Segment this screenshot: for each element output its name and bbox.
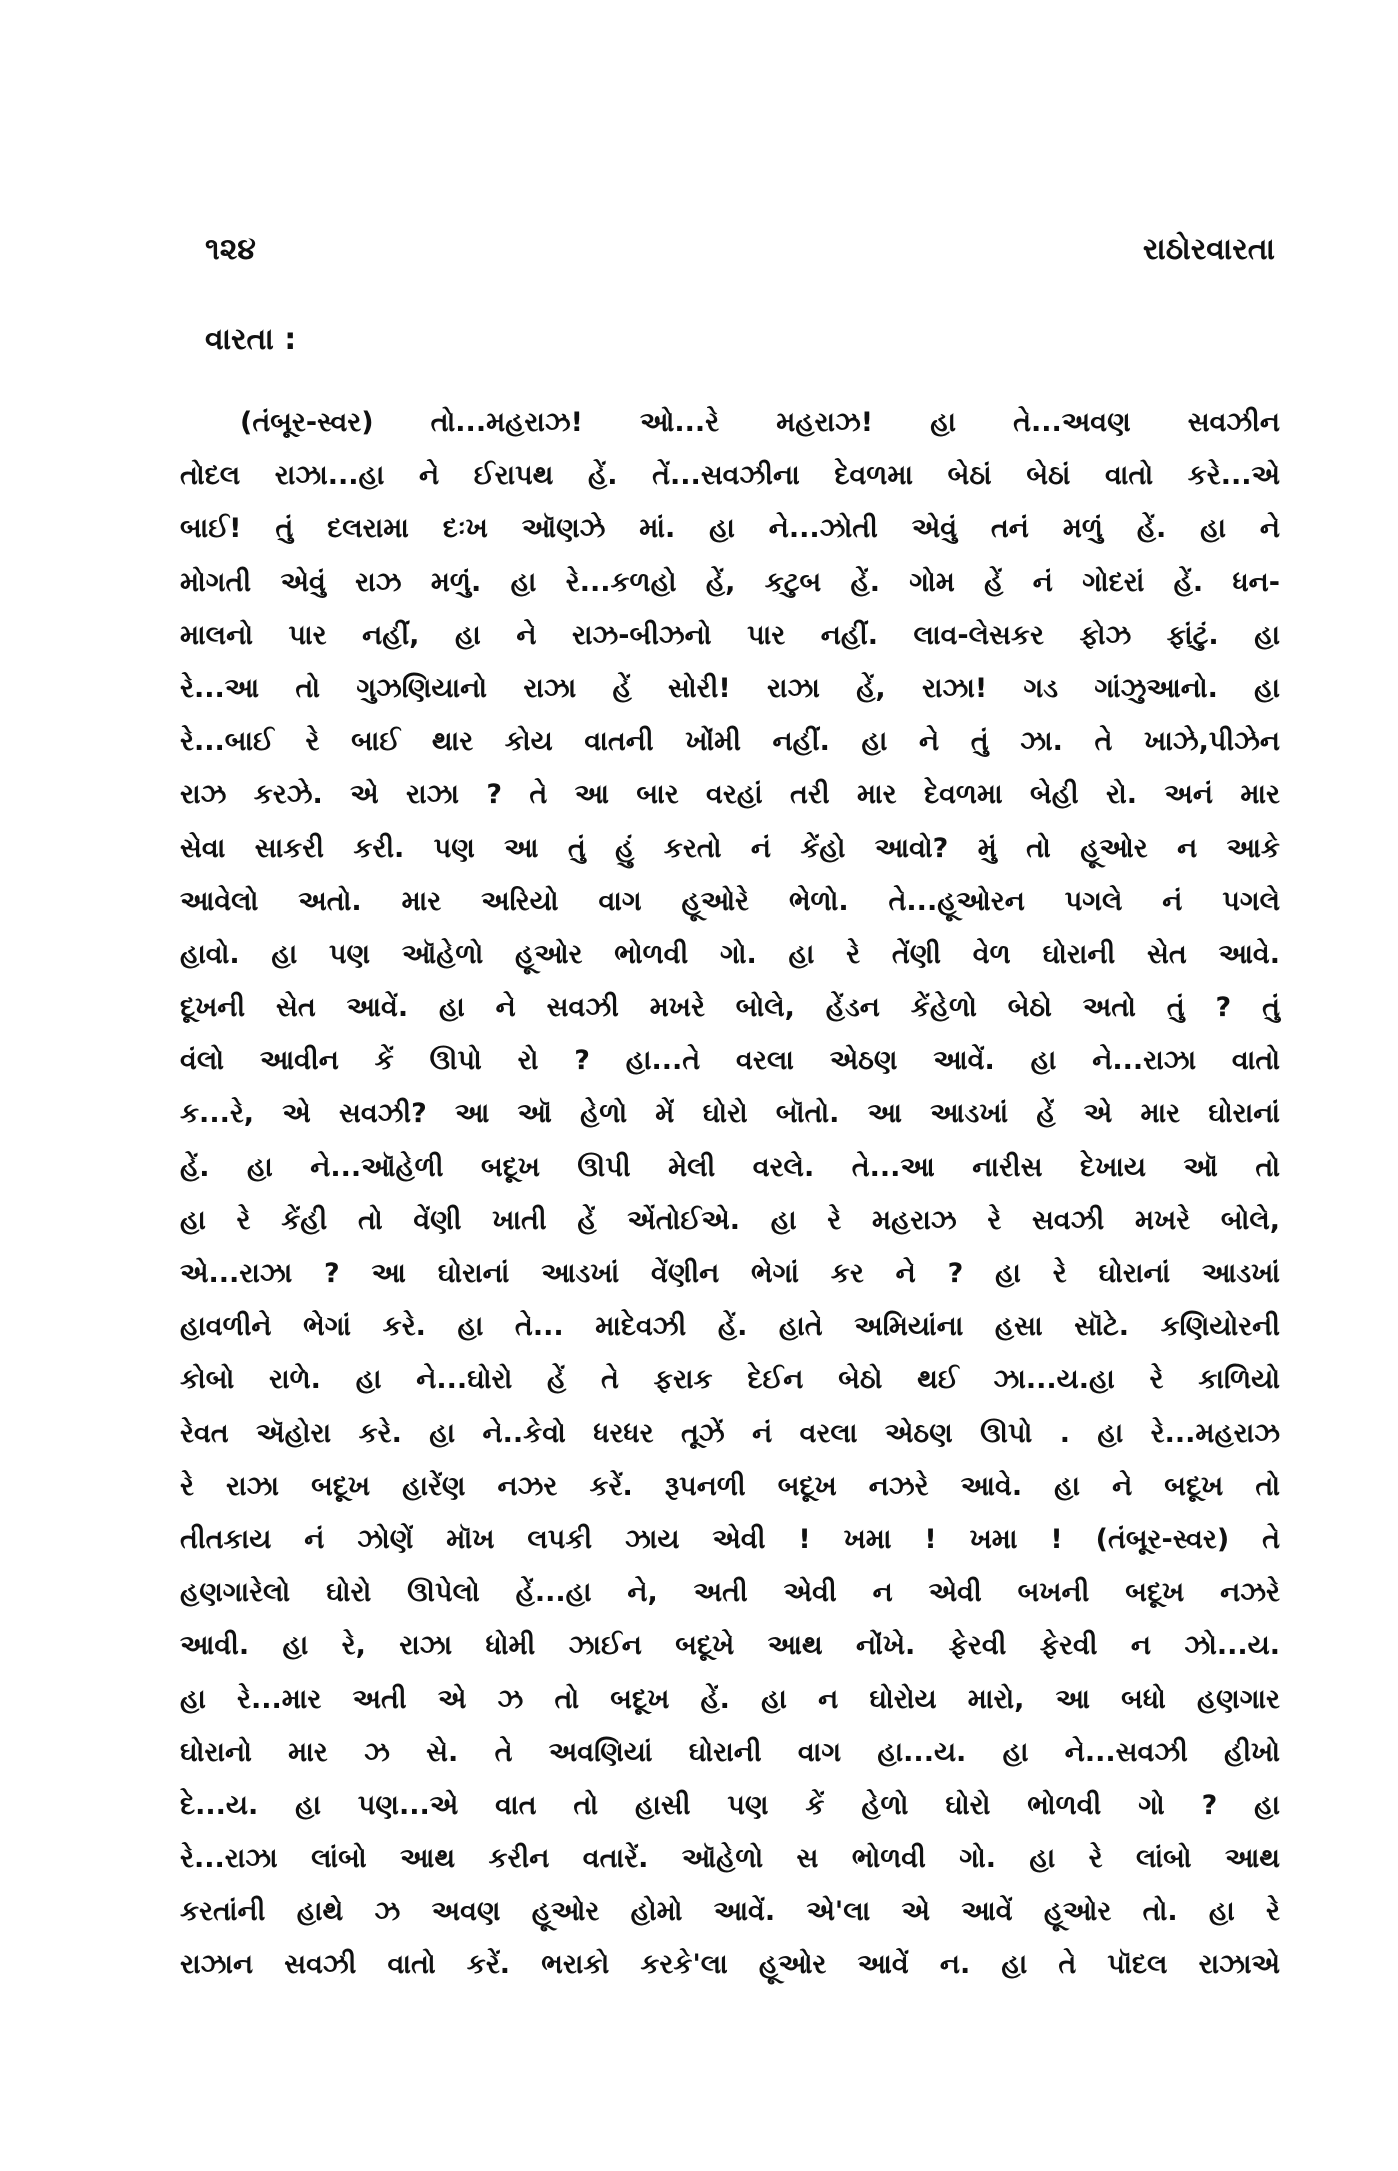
text-line: દૂખની સેત આવેં. હા ને સવઝી મખરે બોલે, હેંડન કેંહેળો બેઠો અતો તું ? તું	[180, 992, 1280, 1024]
text-line: હણગારેલો ઘોરો ઊપેલો હેં...હા ને, અતી એવી ન એવી બખની બદૂખ નઝરે	[180, 1577, 1280, 1609]
text-line: માલનો પાર નહીં, હા ને રાઝ-બીઝનો પાર નહીં. લાવ-લેસકર ફોઝ ફાંટું. હા	[180, 619, 1280, 651]
text-line: ઘોરાનો માર ઝ સે. તે અવણિયાં ઘોરાની વાગ હા...ય. હા ને...સવઝી હીખો	[180, 1736, 1280, 1768]
text-line: હા રે...માર અતી એ ઝ તો બદૂખ હેં. હા ન ઘોરોય મારો, આ બધો હણગાર	[180, 1683, 1280, 1715]
text-line: રાઝાન સવઝી વાતો કરેં. ભરાકો કરકે'લા હૂઓર આવેં ન. હા તે પૉદલ રાઝાએ	[180, 1949, 1280, 1981]
book-title: રાઠોરવારતા	[1142, 232, 1275, 267]
text-line: તીતકાય નં ઝોણેં મૉખ લપકી ઝાય એવી ! ખમા ! ખમા ! (તંબૂર-સ્વર) તે	[180, 1523, 1280, 1555]
text-line: દે...ય. હા પણ...એ વાત તો હાસી પણ કેં હેળો ઘોરો ભોળવી ગો ? હા	[180, 1789, 1280, 1821]
text-line: રે...રાઝા લાંબો આથ કરીન વતારેં. ઑહેળો સ ભોળવી ગો. હા રે લાંબો આથ	[180, 1843, 1280, 1875]
text-line: તોદલ રાઝા...હા ને ઈરાપથ હેં. તેં...સવઝીના દેવળમા બેઠાં બેઠાં વાતો કરે...એ	[180, 460, 1280, 492]
text-line: કોબો રાળે. હા ને...ઘોરો હેં તે ફરાક દેઈન બેઠો થઈ ઝા...ય.હા રે કાળિયો	[180, 1364, 1280, 1396]
text-line: વંલો આવીન કેં ઊપો રો ? હા...તે વરલા એઠણ આવેં. હા ને...રાઝા વાતો	[180, 1045, 1280, 1077]
text-line: રે રાઝા બદૂખ હારેંણ નઝર કરેં. રૂપનળી બદૂખ નઝરે આવે. હા ને બદૂખ તો	[180, 1470, 1280, 1502]
text-line: રેવત ઍહોરા કરે. હા ને..કેવો ધરધર તૂઝેં નં વરલા એઠણ ઊપો . હા રે...મહરાઝ	[180, 1417, 1280, 1449]
section-heading: વારતા :	[205, 322, 297, 357]
body-text	[180, 396, 1280, 1992]
text-line: હા રે કેંહી તો વેંણી ખાતી હેં એંતોઈએ. હા રે મહરાઝ રે સવઝી મખરે બોલે,	[180, 1204, 1280, 1236]
running-header	[205, 232, 1275, 276]
text-line: હેં. હા ને...ઑહેળી બદૂખ ઊપી મેલી વરલે. તે...આ નારીસ દેખાય ઑ તો	[180, 1151, 1280, 1183]
text-line: હાવળીને ભેગાં કરે. હા તે... માદેવઝી હેં. હાતે અમિયાંના હસા સૉટે. કણિયોરની	[180, 1311, 1280, 1343]
text-line: બાઈ! તું દલરામા દઃખ ઑણઝે માં. હા ને...ઝોતી એવું તનં મળું હેં. હા ને	[180, 513, 1280, 545]
page-number: ૧૨૪	[205, 232, 256, 267]
text-line: રાઝ કરઝે. એ રાઝા ? તે આ બાર વરહાં તરી માર દેવળમા બેહી રો. અનં માર	[180, 779, 1280, 811]
text-line: હાવો. હા પણ ઑહેળો હૂઓર ભોળવી ગો. હા રે તેંણી વેળ ઘોરાની સેત આવે.	[180, 938, 1280, 970]
text-line: સેવા સાકરી કરી. પણ આ તું હું કરતો નં કેંહો આવો? મું તો હૂઓર ન આકે	[180, 832, 1280, 864]
text-line: આવી. હા રે, રાઝા ધોમી ઝાઈન બદૂખે આથ નોંખે. ફેરવી ફેરવી ન ઝો...ય.	[180, 1630, 1280, 1662]
text-line: કરતાંની હાથે ઝ અવણ હૂઓર હોમો આવેં. એ'લા એ આવેં હૂઓર તો. હા રે	[180, 1896, 1280, 1928]
text-line: ક...રે, એ સવઝી? આ ઑ હેળો મેં ઘોરો બૉતો. આ આડખાં હેં એ માર ઘોરાનાં	[180, 1098, 1280, 1130]
text-line: રે...આ તો ગુઝણિયાનો રાઝા હેં સોરી! રાઝા હેં, રાઝા! ગડ ગાંઝુઆનો. હા	[180, 672, 1280, 704]
text-line: એ...રાઝા ? આ ઘોરાનાં આડખાં વેંણીન ભેગાં કર ને ? હા રે ઘોરાનાં આડખાં	[180, 1258, 1280, 1289]
text-line: રે...બાઈ રે બાઈ થાર કોય વાતની ખોંમી નહીં. હા ને તું ઝા. તે ખાઝે,પીઝેન	[180, 726, 1280, 758]
text-line: આવેલો અતો. માર અરિયો વાગ હૂઓરે ભેળો. તે...હૂઓરન પગલે નં પગલે	[180, 885, 1280, 917]
text-line: મોગતી એવું રાઝ મળું. હા રે...કળહો હેં, કટુબ હેં. ગોમ હેં નં ગોદરાં હેં. ધન-	[180, 566, 1280, 598]
text-line: (તંબૂર-સ્વર) તો...મહરાઝ! ઓ...રે મહરાઝ! હા તે...અવણ સવઝીન	[240, 407, 1280, 438]
